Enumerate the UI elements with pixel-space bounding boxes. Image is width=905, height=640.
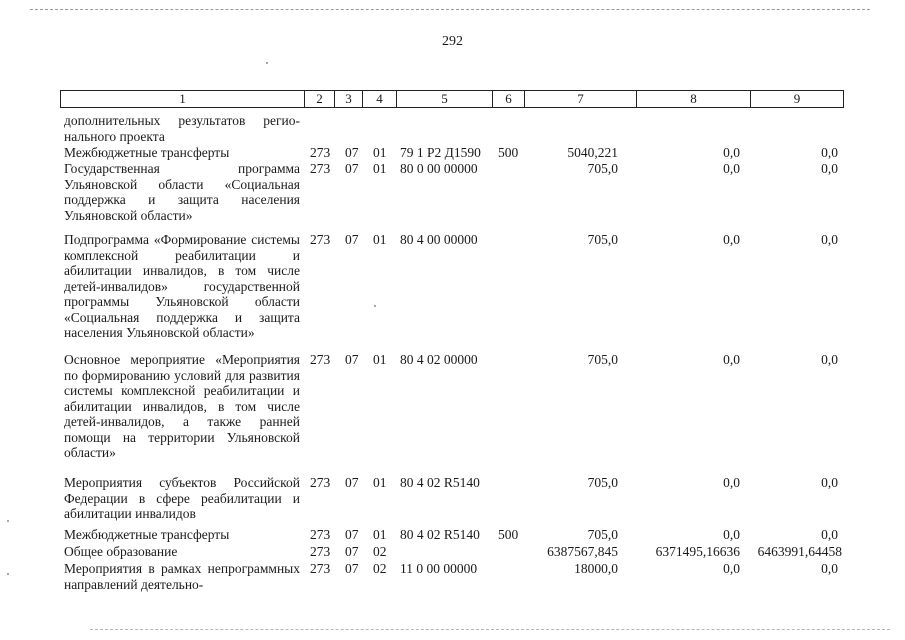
cell-ministry-code: 273 (310, 561, 331, 576)
cell-section-code: 07 (345, 232, 359, 247)
header-col-3: 3 (335, 91, 363, 107)
cell-expense-type: 500 (498, 527, 519, 542)
top-scan-edge (30, 9, 870, 10)
cell-amount-year3: 0,0 (821, 352, 838, 367)
cell-target-article: 80 4 02 R5140 (400, 527, 480, 542)
row-description: Межбюджетные трансферты (64, 527, 230, 542)
cell-amount-year2: 0,0 (723, 232, 740, 247)
cell-subsection-code: 02 (373, 561, 387, 576)
row-description: Мероприятия субъектов Российской Федерации в сфере реабилитации и абилитации инвалидов (64, 475, 300, 521)
header-col-2: 2 (305, 91, 335, 107)
row-description: Государственная программа Ульяновской области «Социальная поддержка и защита населения Ульяновской области» (64, 161, 300, 223)
cell-amount-year1: 705,0 (587, 161, 618, 176)
header-col-6: 6 (493, 91, 525, 107)
cell-amount-year3: 0,0 (821, 475, 838, 490)
bottom-scan-edge (90, 629, 890, 630)
cell-section-code: 07 (345, 161, 359, 176)
cell-section-code: 07 (345, 527, 359, 542)
cell-amount-year2: 0,0 (723, 527, 740, 542)
header-col-7: 7 (525, 91, 637, 107)
cell-ministry-code: 273 (310, 475, 331, 490)
cell-subsection-code: 01 (373, 232, 387, 247)
cell-section-code: 07 (345, 352, 359, 367)
cell-amount-year2: 0,0 (723, 352, 740, 367)
cell-amount-year1: 6387567,845 (547, 544, 618, 559)
row-description: Общее образование (64, 544, 178, 559)
cell-ministry-code: 273 (310, 527, 331, 542)
cell-target-article: 80 4 02 00000 (400, 352, 478, 367)
scan-speck (7, 573, 9, 575)
cell-amount-year1: 705,0 (587, 527, 618, 542)
cell-ministry-code: 273 (310, 544, 331, 559)
cell-subsection-code: 01 (373, 145, 387, 160)
cell-target-article: 79 1 Р2 Д1590 (400, 145, 481, 160)
cell-amount-year1: 705,0 (587, 475, 618, 490)
cell-ministry-code: 273 (310, 232, 331, 247)
cell-ministry-code: 273 (310, 161, 331, 176)
cell-target-article: 80 0 00 00000 (400, 161, 478, 176)
cell-amount-year1: 705,0 (587, 232, 618, 247)
cell-expense-type: 500 (498, 145, 519, 160)
cell-amount-year3: 0,0 (821, 145, 838, 160)
scan-speck (266, 62, 268, 64)
cell-target-article: 80 4 00 00000 (400, 232, 478, 247)
cell-ministry-code: 273 (310, 145, 331, 160)
header-col-1: 1 (61, 91, 305, 107)
cell-section-code: 07 (345, 145, 359, 160)
cell-amount-year2: 0,0 (723, 145, 740, 160)
cell-section-code: 07 (345, 475, 359, 490)
cell-amount-year1: 5040,221 (567, 145, 618, 160)
header-col-9: 9 (793, 91, 801, 106)
cell-target-article: 11 0 00 00000 (400, 561, 478, 576)
cell-amount-year1: 705,0 (587, 352, 618, 367)
cell-amount-year3: 6463991,64458 (757, 544, 842, 559)
scan-speck (7, 520, 9, 522)
cell-subsection-code: 01 (373, 161, 387, 176)
cell-section-code: 07 (345, 544, 359, 559)
row-description: Основное мероприятие «Мероприятия по формированию условий для развития системы комплексной реабилитации и абилитации инвалидов, в том числе детей-инвалидов, а также ранней помощи на территории Ульяновской области» (64, 352, 300, 460)
cell-subsection-code: 01 (373, 475, 387, 490)
cell-section-code: 07 (345, 561, 359, 576)
cell-amount-year3: 0,0 (821, 561, 838, 576)
header-col-5: 5 (397, 91, 493, 107)
row-description: Межбюджетные трансферты (64, 145, 230, 160)
cell-subsection-code: 01 (373, 527, 387, 542)
cell-amount-year1: 18000,0 (574, 561, 618, 576)
cell-amount-year2: 0,0 (723, 475, 740, 490)
table-header-row (60, 90, 844, 108)
cell-amount-year2: 6371495,16636 (655, 544, 740, 559)
cell-ministry-code: 273 (310, 352, 331, 367)
row-description: дополнительных результатов регио-нального проекта (64, 113, 300, 144)
page-number: 292 (442, 34, 463, 49)
header-col-4: 4 (363, 91, 397, 107)
cell-subsection-code: 01 (373, 352, 387, 367)
cell-amount-year3: 0,0 (821, 527, 838, 542)
header-col-8: 8 (637, 91, 751, 107)
row-description: Подпрограмма «Формирование системы комплексной реабилитации и абилитации инвалидов, в том числе детей-инвалидов» государственной программы Ульяновской области «Социальная поддержка и защита населения Ульяновской области» (64, 232, 300, 340)
cell-amount-year3: 0,0 (821, 161, 838, 176)
scan-speck (374, 305, 376, 307)
cell-amount-year2: 0,0 (723, 161, 740, 176)
cell-amount-year2: 0,0 (723, 561, 740, 576)
cell-target-article: 80 4 02 R5140 (400, 475, 480, 490)
cell-amount-year3: 0,0 (821, 232, 838, 247)
row-description: Мероприятия в рамках непрограммных направлений деятельно- (64, 561, 300, 592)
cell-subsection-code: 02 (373, 544, 387, 559)
